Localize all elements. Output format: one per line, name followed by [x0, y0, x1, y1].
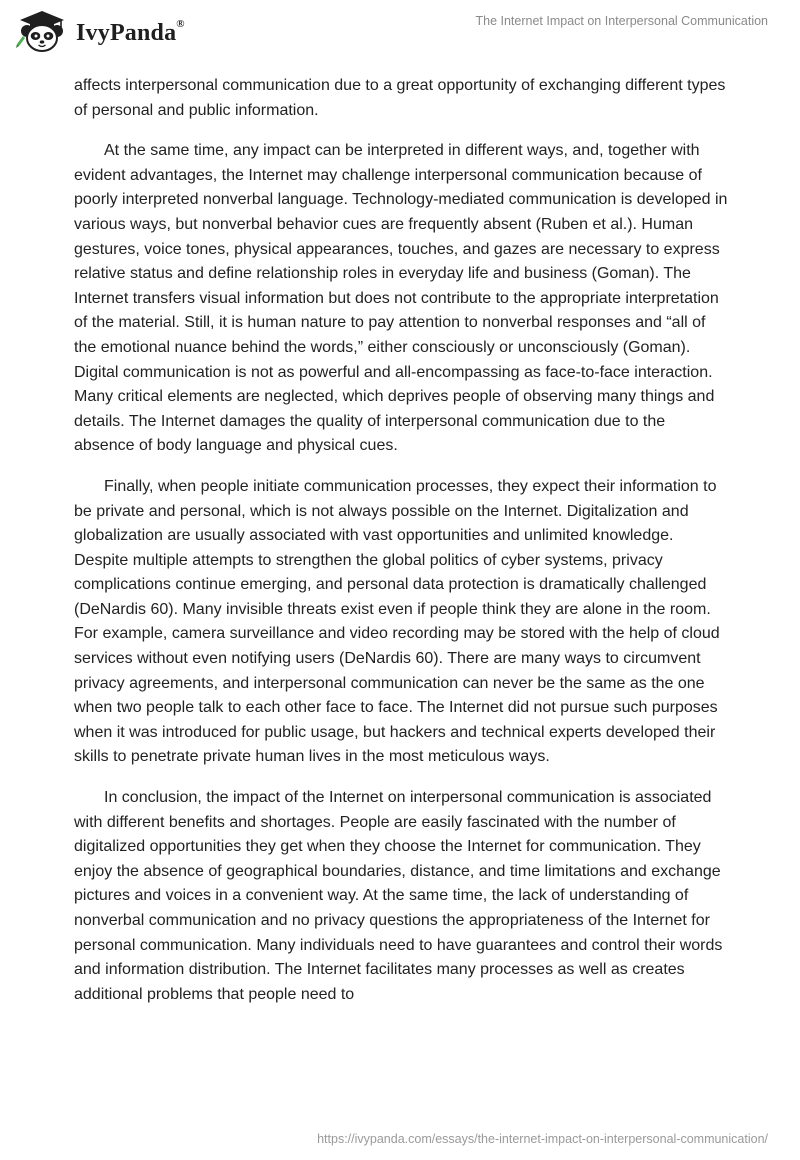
- paragraph-1: affects interpersonal communication due to a great opportunity of exchanging different types of personal and public information.: [74, 77, 726, 119]
- paragraph-3: Finally, when people initiate communication processes, they expect their information to be private and personal, which is not always possible on the Internet. Digitalization and globalization are usually associated with vast opportunities and unlimited knowledge. Despite multiple attempts to strengthen the global politics of cyber systems, privacy complications continue emerging, and personal data protection is dramatically challenged (DeNardis 60). Many invisible threats exist even if people think they are alone in the room. For example, camera surveillance and video recording may be stored with the help of cloud services without even notifying users (DeNardis 60). There are many ways to circumvent privacy agreements, and interpersonal communication can never be the same as the one when two people talk to each other face to face. The Internet did not pursue such purposes when it was introduced for public usage, but hackers and technical experts developed their skills to penetrate private human lives in the most meticulous ways.: [74, 477, 720, 766]
- paragraph-2: At the same time, any impact can be interpreted in different ways, and, together with evident advantages, the Internet may challenge interpersonal communication because of poorly interpreted nonverbal language. Technology-mediated communication is developed in various ways, but nonverbal behavior cues are frequently absent (Ruben et al.). Human gestures, voice tones, physical appearances, touches, and gazes are necessary to express relative status and define relationship roles in everyday life and business (Goman). The Internet transfers visual information but does not contribute to the appropriate interpretation of the material. Still, it is human nature to pay attention to nonverbal responses and “all of the emotional nuance behind the words,” either consciously or unconsciously (Goman). Digital communication is not as powerful and all-encompassing as face-to-face interaction. Many critical elements are neglected, which deprives people of observing many things and details. The Internet damages the quality of interpersonal communication due to the absence of body language and physical cues.: [74, 142, 728, 455]
- running-title: The Internet Impact on Interpersonal Communication: [475, 14, 768, 28]
- registered-mark: ®: [176, 17, 185, 30]
- essay-body: [74, 74, 728, 1023]
- source-url-link[interactable]: https://ivypanda.com/essays/the-internet-impact-on-interpersonal-communication/: [317, 1132, 768, 1146]
- paragraph-4: In conclusion, the impact of the Internet on interpersonal communication is associated with different benefits and shortages. People are easily fascinated with the number of digitalized opportunities they get when they choose the Internet for communication. They enjoy the absence of geographical boundaries, distance, and time limitations and exchange pictures and voices in a convenient way. At the same time, the lack of understanding of nonverbal communication and no privacy questions the appropriateness of the Internet for personal communication. Many individuals need to have guarantees and control their words and information distribution. The Internet facilitates many processes as well as creates additional problems that people need to: [74, 789, 723, 1003]
- brand-name: IvyPanda®: [76, 17, 185, 46]
- panda-graduate-icon: [14, 8, 70, 54]
- brand-logo[interactable]: [14, 8, 185, 54]
